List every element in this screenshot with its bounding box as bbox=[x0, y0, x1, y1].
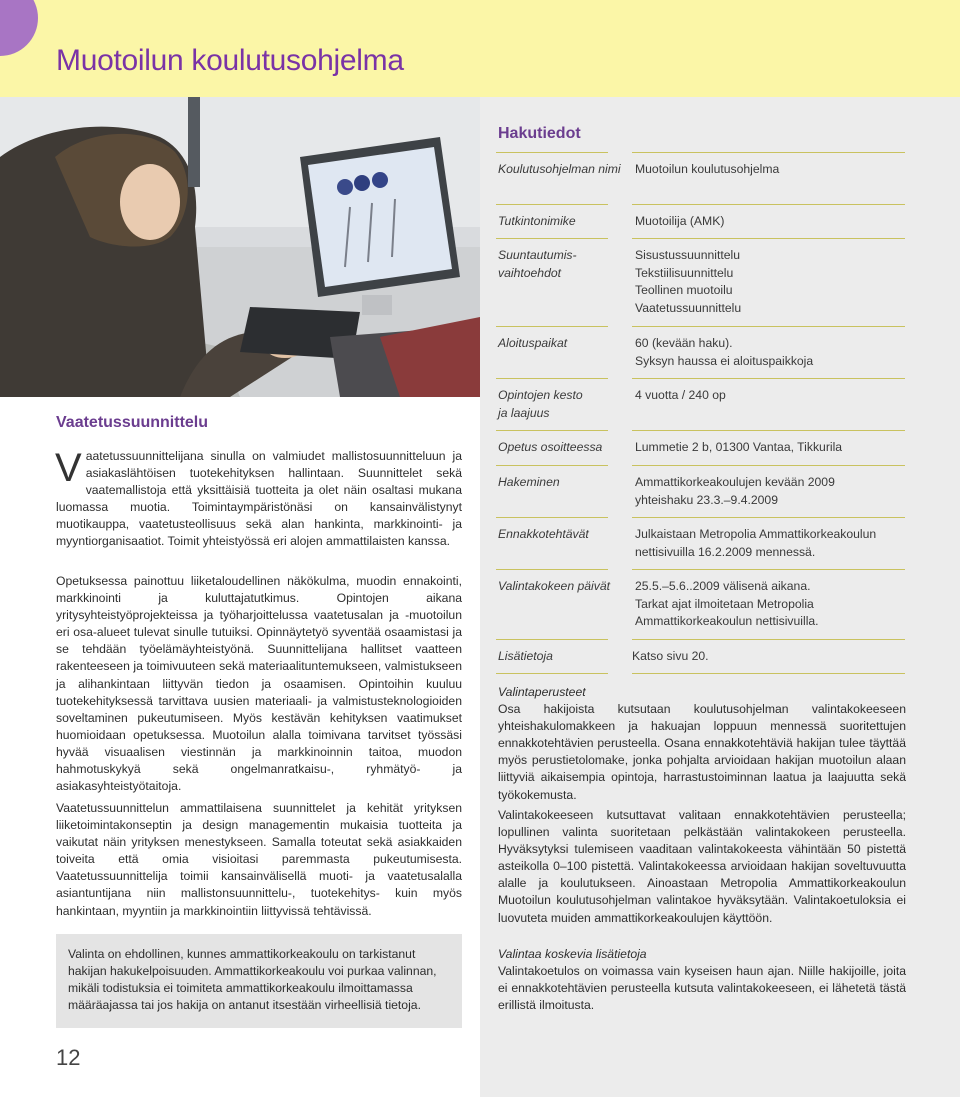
selection-info-block bbox=[498, 946, 906, 1014]
info-label: Ennakkotehtävät bbox=[498, 527, 589, 541]
info-label: Opintojen kesto ja laajuus bbox=[498, 388, 583, 420]
info-value: 60 (kevään haku). Syksyn haussa ei aloituspaikkoja bbox=[635, 336, 814, 368]
info-value: Lummetie 2 b, 01300 Vantaa, Tikkurila bbox=[635, 440, 843, 454]
divider bbox=[496, 639, 608, 640]
divider bbox=[632, 465, 905, 466]
section-heading: Vaatetussuunnittelu bbox=[56, 414, 209, 431]
studies-paragraph: Opetuksessa painottuu liiketaloudellinen näkökulma, muodin ennakointi, markkinointi ja kuluttajatutkimus. Opintojen aikana yritysyhteistyöprojekteissa ja työharjoittelussa vaatetusalan ja -muotoilun eri osa-alueet tulevat sinulle tutuiksi. Opinnäytetyö syventää osaamistasi ja se tehdään työelämäyhteistyönä. Suunnittelijana hallitset vaatteen rakenteeseen ja toimivuuteen sekä materiaalituntemukseen, valmistukseen ja alihankintaan liittyvän tiedon ja osaamisen. Opintoihin kuuluu tuotekehityksessä tarvittava uusien materiaali- ja valmistusteknologioiden soveltaminen pukeutumiseen. Myös kestävän kehityksen vaatimukset huomioidaan opetuksessa. Muotoilun alalla toimivana tarvitset työssäsi hyvää visuaalisen viestinnän ja markkinoinnin taitoa, muodon hahmotuskykyä sekä ongelmanratkaisu-, ryhmätyö- ja asiakasyhteistyötaitoja. bbox=[56, 574, 462, 794]
entrance-exam-paragraph: Valintakokeeseen kutsuttavat valitaan ennakkotehtävien perusteella; lopullinen valinta suoritetaan pelkästään valintakokeen perusteella. Hyväksytyksi tulemiseen vaaditaan valintakokeesta vähintään 50 pistettä asteikolla 0–100 pistettä. Valintakokeessa arvioidaan hakijan soveltuvuutta alalle ja koulutukseen. Ainoastaan Metropolia Ammattikorkeakoulun Muotoilun koulutusohjelman valintakoe hyväksytään. Valintakoetuloksia ei luovuteta muiden ammattikorkeakoulujen käyttöön. bbox=[498, 808, 906, 925]
divider bbox=[632, 378, 905, 379]
info-value: Muotoilun koulutusohjelma bbox=[635, 162, 780, 176]
info-label: Hakeminen bbox=[498, 475, 560, 489]
info-value: Sisustussuunnittelu Tekstiilisuunnittelu Teollinen muotoilu Vaatetussuunnittelu bbox=[635, 248, 742, 315]
career-paragraph: Vaatetussuunnittelun ammattilaisena suunnittelet ja kehität yrityksen liiketoimintakonseptin ja design managementin mukaisia tuotteita ja vaikutat näin yrityksen menestykseen. Samalla toteutat sekä asiakkaiden toiveita että omia visioitasi paremmasta pukeutumisesta. Vaatetussuunnittelija toimii kansainvälisellä muoti- ja vaatetusalalla asiantuntijana niin mallistonsuunnittelu-, tuotekehitys- kuin myös hankintaan, myyntiin ja markkinointiin liittyvissä tehtävissä. bbox=[56, 801, 462, 918]
divider bbox=[496, 326, 608, 327]
info-label: Lisätietoja bbox=[498, 649, 553, 663]
info-label: Valintakokeen päivät bbox=[498, 579, 611, 593]
divider bbox=[496, 152, 608, 153]
info-value: 4 vuotta / 240 op bbox=[635, 388, 726, 402]
info-value: Ammattikorkeakoulujen kevään 2009 yhteishaku 23.3.–9.4.2009 bbox=[635, 475, 835, 507]
note-text: Valinta on ehdollinen, kunnes ammattikorkeakoulu on tarkistanut hakijan hakukelpoisuuden. Ammattikorkeakoulu voi purkaa valinnan, mikäli todistuksia ei toimiteta ammattikorkeakoulu ilmoittamassa määräajassa tai jos hakija on antanut itsestään virheellisiä tietoja. bbox=[68, 947, 437, 1013]
divider bbox=[632, 204, 905, 205]
info-label: Opetus osoitteessa bbox=[498, 440, 603, 454]
info-value: Muotoilija (AMK) bbox=[635, 214, 725, 228]
info-label: Suuntautumis-vaihtoehdot bbox=[498, 248, 577, 280]
divider bbox=[632, 326, 905, 327]
selection-info-label: Valintaa koskevia lisätietoja bbox=[498, 947, 647, 961]
divider bbox=[632, 430, 905, 431]
drop-cap: V bbox=[55, 446, 82, 490]
info-value: Katso sivu 20. bbox=[632, 649, 709, 663]
selection-criteria-text: Osa hakijoista kutsutaan koulutusohjelman valintakokeeseen yhteishakulomakkeen ja hakuajan loppuun mennessä suoritettujen ennakkotehtävien perusteella. Osana ennakkotehtäviä hakijan tulee täyttää myös perustietolomake, jonka pohjalta arvioidaan hakijan muotoilun alaan liittyviä aikaisempia opintoja, harrastustoiminnan laatua ja laajuutta sekä työkokemusta. bbox=[498, 702, 906, 802]
intro-paragraph bbox=[56, 448, 462, 551]
application-info-heading: Hakutiedot bbox=[498, 125, 581, 142]
divider bbox=[496, 378, 608, 379]
info-value: 25.5.–5.6..2009 välisenä aikana. Tarkat ajat ilmoitetaan Metropolia Ammattikorkeakoulun nettisivuilla. bbox=[635, 579, 819, 628]
page-number: 12 bbox=[56, 1045, 81, 1070]
page-title: Muotoilun koulutusohjelma bbox=[56, 44, 404, 77]
divider bbox=[632, 152, 905, 153]
divider bbox=[632, 569, 905, 570]
divider bbox=[496, 465, 608, 466]
divider bbox=[496, 238, 608, 239]
photo-illustration bbox=[0, 97, 480, 397]
info-label: Koulutusohjelman nimi bbox=[498, 162, 621, 176]
info-label: Aloituspaikat bbox=[498, 336, 568, 350]
note-box bbox=[56, 934, 462, 1028]
selection-criteria-block bbox=[498, 684, 906, 804]
divider bbox=[496, 673, 608, 674]
student-at-computer-photo bbox=[0, 97, 480, 397]
divider bbox=[496, 430, 608, 431]
intro-paragraph-text: aatetussuunnittelijana sinulla on valmiudet mallistosuunnitteluun ja asiakaslähtöisen tuotekehityksen hallintaan. Suunnittelet sekä vaatemallistoja että yksittäisiä tuotteita ja olet näin osaltasi mukana luomassa muotia. Toimintaympäristönäsi on kansainvälistynyt muotikauppa, vaatetusteollisuus sekä alan hankinta, markkinointi- ja myyntiorganisaatiot. Toimit yhteistyössä eri alojen ammattilaisten kanssa. bbox=[56, 449, 462, 549]
divider bbox=[496, 569, 608, 570]
divider bbox=[632, 517, 905, 518]
selection-info-text: Valintakoetulos on voimassa vain kyseisen haun ajan. Niille hakijoille, joita ei ennakkotehtävien perusteella kutsuta valintakokeeseen, ei lähetetä tästä erillistä ilmoitusta. bbox=[498, 964, 906, 1013]
divider bbox=[496, 517, 608, 518]
divider bbox=[632, 673, 905, 674]
divider bbox=[496, 204, 608, 205]
info-label: Tutkintonimike bbox=[498, 214, 576, 228]
selection-criteria-label: Valintaperusteet bbox=[498, 685, 586, 699]
divider bbox=[632, 238, 905, 239]
info-value: Julkaistaan Metropolia Ammattikorkeakoulun nettisivuilla 16.2.2009 mennessä. bbox=[635, 527, 877, 559]
divider bbox=[632, 639, 905, 640]
